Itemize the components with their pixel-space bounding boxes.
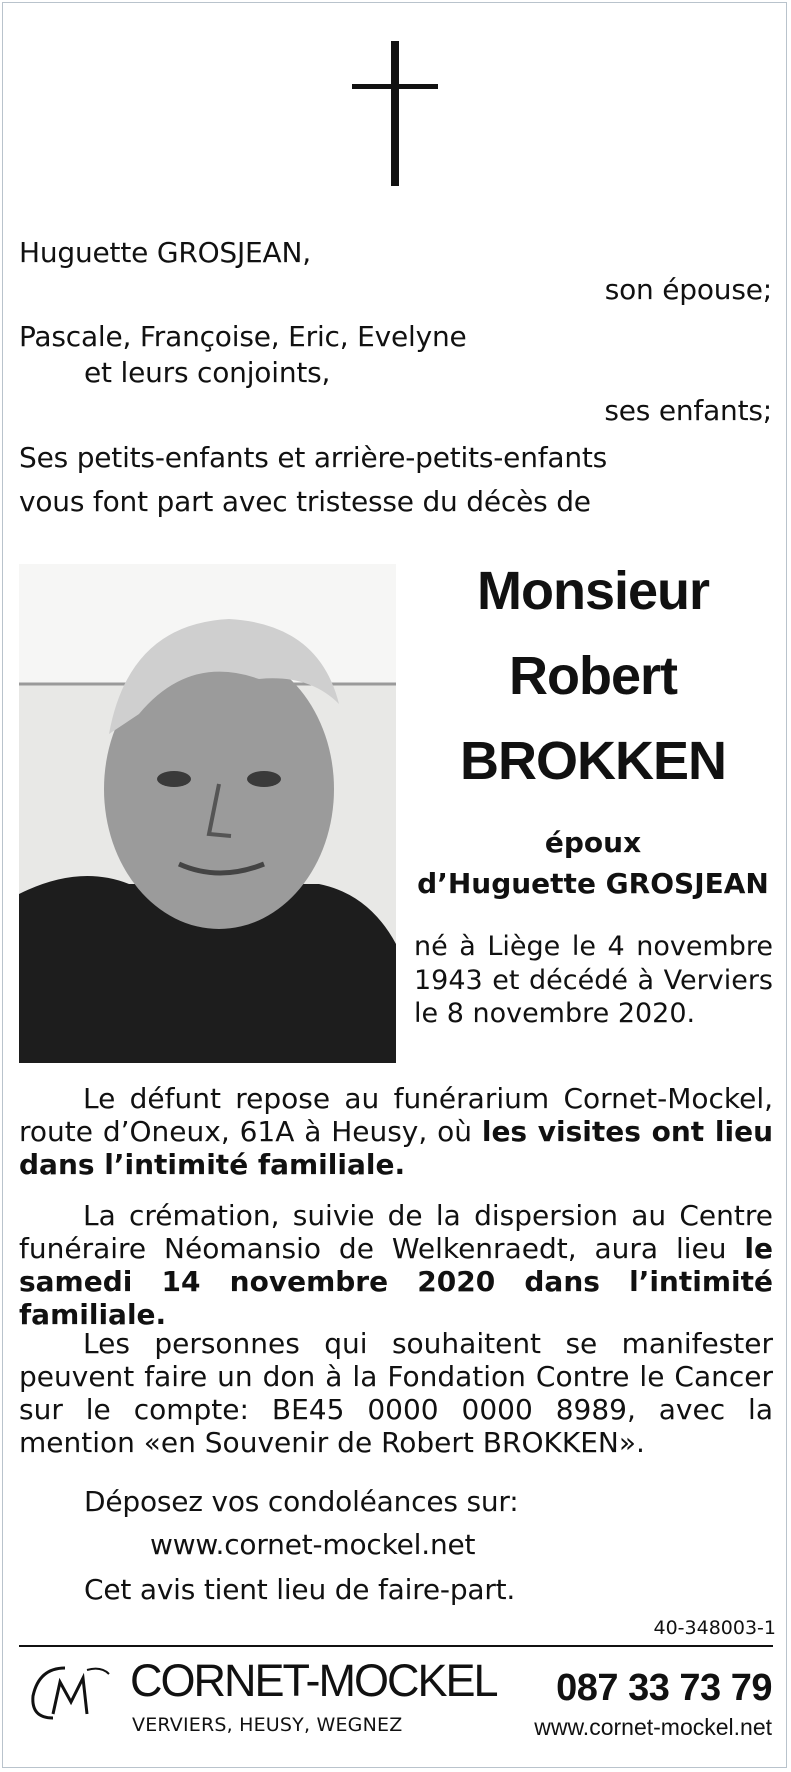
announcement-line: vous font part avec tristesse du décès de xyxy=(19,485,591,518)
brand-locations: VERVIERS, HEUSY, WEGNEZ xyxy=(132,1714,403,1736)
family-children-partners: et leurs conjoints, xyxy=(84,356,331,389)
notice-statement: Cet avis tient lieu de faire-part. xyxy=(84,1573,516,1606)
condolences-link[interactable]: www.cornet-mockel.net xyxy=(150,1528,476,1561)
footer-divider xyxy=(19,1645,773,1647)
funeral-home-paragraph: Le défunt repose au funérarium Cornet-Mockel, route d’Oneux, 61A à Heusy, où les visites ont lieu dans l’intimité familiale. xyxy=(19,1082,773,1181)
spouse-label: époux xyxy=(544,826,642,859)
footer-website-link[interactable]: www.cornet-mockel.net xyxy=(534,1714,772,1740)
spouse-name: d’Huguette GROSJEAN xyxy=(417,867,769,900)
brand-name: CORNET-MOCKEL xyxy=(130,1655,497,1706)
deceased-title: Monsieur xyxy=(476,561,710,621)
phone-number[interactable]: 087 33 73 79 xyxy=(556,1667,772,1709)
birth-death-dates: né à Liège le 4 novembre 1943 et décédé à Verviers le 8 novembre 2020. xyxy=(414,931,773,1029)
family-spouse-name: Huguette GROSJEAN, xyxy=(19,236,311,269)
family-children-role: ses enfants; xyxy=(604,394,772,427)
family-grandchildren: Ses petits-enfants et arrière-petits-enfants xyxy=(19,441,608,474)
cross-icon xyxy=(352,41,438,186)
condolences-prompt: Déposez vos condoléances sur: xyxy=(84,1485,519,1518)
reference-number: 40-348003-1 xyxy=(653,1617,776,1639)
deceased-first-name: Robert xyxy=(509,646,677,706)
family-children-names: Pascale, Françoise, Eric, Evelyne xyxy=(19,320,467,353)
family-spouse-role: son épouse; xyxy=(604,273,772,306)
cm-logo-icon xyxy=(25,1660,111,1726)
deceased-last-name: BROKKEN xyxy=(459,731,726,791)
cremation-paragraph: La crémation, suivie de la dispersion au Centre funéraire Néomansio de Welkenraedt, aura lieu le samedi 14 novembre 2020 dans l’intimité familiale. xyxy=(19,1199,773,1331)
donation-paragraph: Les personnes qui souhaitent se manifester peuvent faire un don à la Fondation Contre le Cancer sur le compte: BE45 0000 0000 8989, avec la mention «en Souvenir de Robert BROKKEN». xyxy=(19,1327,773,1459)
portrait-photo xyxy=(19,564,396,1063)
